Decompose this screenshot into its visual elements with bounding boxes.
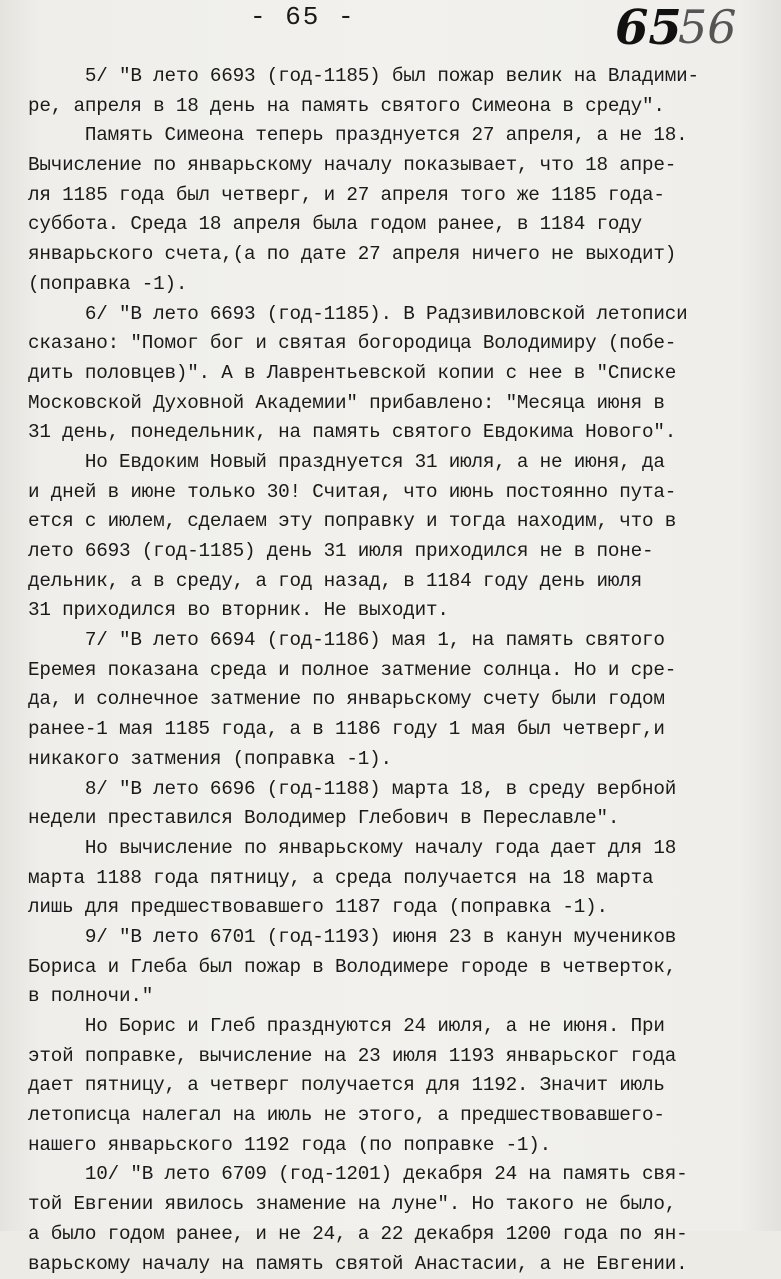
- text-line: ре, апреля в 18 день на память святого Симеона в среду".: [28, 92, 778, 122]
- text-line: (поправка -1).: [28, 270, 778, 300]
- text-line: а было годом ранее, и не 24, а 22 декабря 1200 года по ян-: [28, 1220, 778, 1250]
- text-line: в полночи.": [28, 982, 778, 1012]
- text-line: Московской Духовной Академии" прибавлено: "Месяца июня в: [28, 389, 778, 419]
- text-line: летописца налегал на июль не этого, а предшествовавшего-: [28, 1101, 778, 1131]
- text-line: Но вычисление по январьскому началу года дает для 18: [28, 834, 778, 864]
- text-line: лето 6693 (год-1185) день 31 июля приходился не в поне-: [28, 537, 778, 567]
- text-line: Еремея показана среда и полное затмение солнца. Но и сре-: [28, 656, 778, 686]
- text-line: марта 1188 года пятницу, а среда получается на 18 марта: [28, 864, 778, 894]
- text-line: 31 приходился во вторник. Не выходит.: [28, 596, 778, 626]
- text-line: 9/ "В лето 6701 (год-1193) июня 23 в канун мучеников: [28, 923, 778, 953]
- text-line: Бориса и Глеба был пожар в Володимере городе в четверток,: [28, 953, 778, 983]
- handwritten-page-mark: 65: [615, 0, 682, 56]
- text-line: сказано: "Помог бог и святая богородица Володимиру (побе-: [28, 329, 778, 359]
- document-body: [28, 62, 778, 1279]
- text-line: Память Симеона теперь празднуется 27 апреля, а не 18.: [28, 121, 778, 151]
- text-line: и дней в июне только 30! Считая, что июнь постоянно пута-: [28, 478, 778, 508]
- text-line: Но Борис и Глеб празднуются 24 июля, а не июня. При: [28, 1012, 778, 1042]
- text-line: 6/ "В лето 6693 (год-1185). В Радзивиловской летописи: [28, 300, 778, 330]
- text-line: Но Евдоким Новый празднуется 31 июля, а не июня, да: [28, 448, 778, 478]
- text-line: 5/ "В лето 6693 (год-1185) был пожар велик на Владими-: [28, 62, 778, 92]
- text-line: ля 1185 года был четверг, и 27 апреля того же 1185 года-: [28, 181, 778, 211]
- text-line: дает пятницу, а четверг получается для 1192. Значит июль: [28, 1071, 778, 1101]
- text-line: 7/ "В лето 6694 (год-1186) мая 1, на память святого: [28, 626, 778, 656]
- text-line: нашего январьского 1192 года (по поправке -1).: [28, 1131, 778, 1161]
- text-line: ется с июлем, сделаем эту поправку и тогда находим, что в: [28, 507, 778, 537]
- text-line: 31 день, понедельник, на память святого Евдокима Нового".: [28, 418, 778, 448]
- handwritten-page-mark-faint: 56: [678, 0, 737, 54]
- text-line: Вычисление по январьскому началу показывает, что 18 апре-: [28, 151, 778, 181]
- text-line: да, и солнечное затмение по январьскому счету были годом: [28, 685, 778, 715]
- text-line: этой поправке, вычисление на 23 июля 1193 январьског года: [28, 1042, 778, 1072]
- text-line: 8/ "В лето 6696 (год-1188) марта 18, в среду вербной: [28, 775, 778, 805]
- text-line: лишь для предшествовавшего 1187 года (поправка -1).: [28, 893, 778, 923]
- text-line: варьскому началу на память святой Анастасии, а не Евгении.: [28, 1250, 778, 1279]
- text-line: никакого затмения (поправка -1).: [28, 745, 778, 775]
- text-line: ранее-1 мая 1185 года, а в 1186 году 1 мая был четверг,и: [28, 715, 778, 745]
- text-line: 10/ "В лето 6709 (год-1201) декабря 24 на память свя-: [28, 1160, 778, 1190]
- page-number: - 65 -: [250, 2, 356, 32]
- text-line: дить половцев)". А в Лаврентьевской копии с нее в "Списке: [28, 359, 778, 389]
- text-line: той Евгении явилось знамение на луне". Но такого не было,: [28, 1190, 778, 1220]
- text-line: суббота. Среда 18 апреля была годом ранее, в 1184 году: [28, 210, 778, 240]
- text-line: дельник, а в среду, а год назад, в 1184 году день июля: [28, 567, 778, 597]
- text-line: январьского счета,(а по дате 27 апреля ничего не выходит): [28, 240, 778, 270]
- text-line: недели преставился Володимер Глебович в Переславле".: [28, 804, 778, 834]
